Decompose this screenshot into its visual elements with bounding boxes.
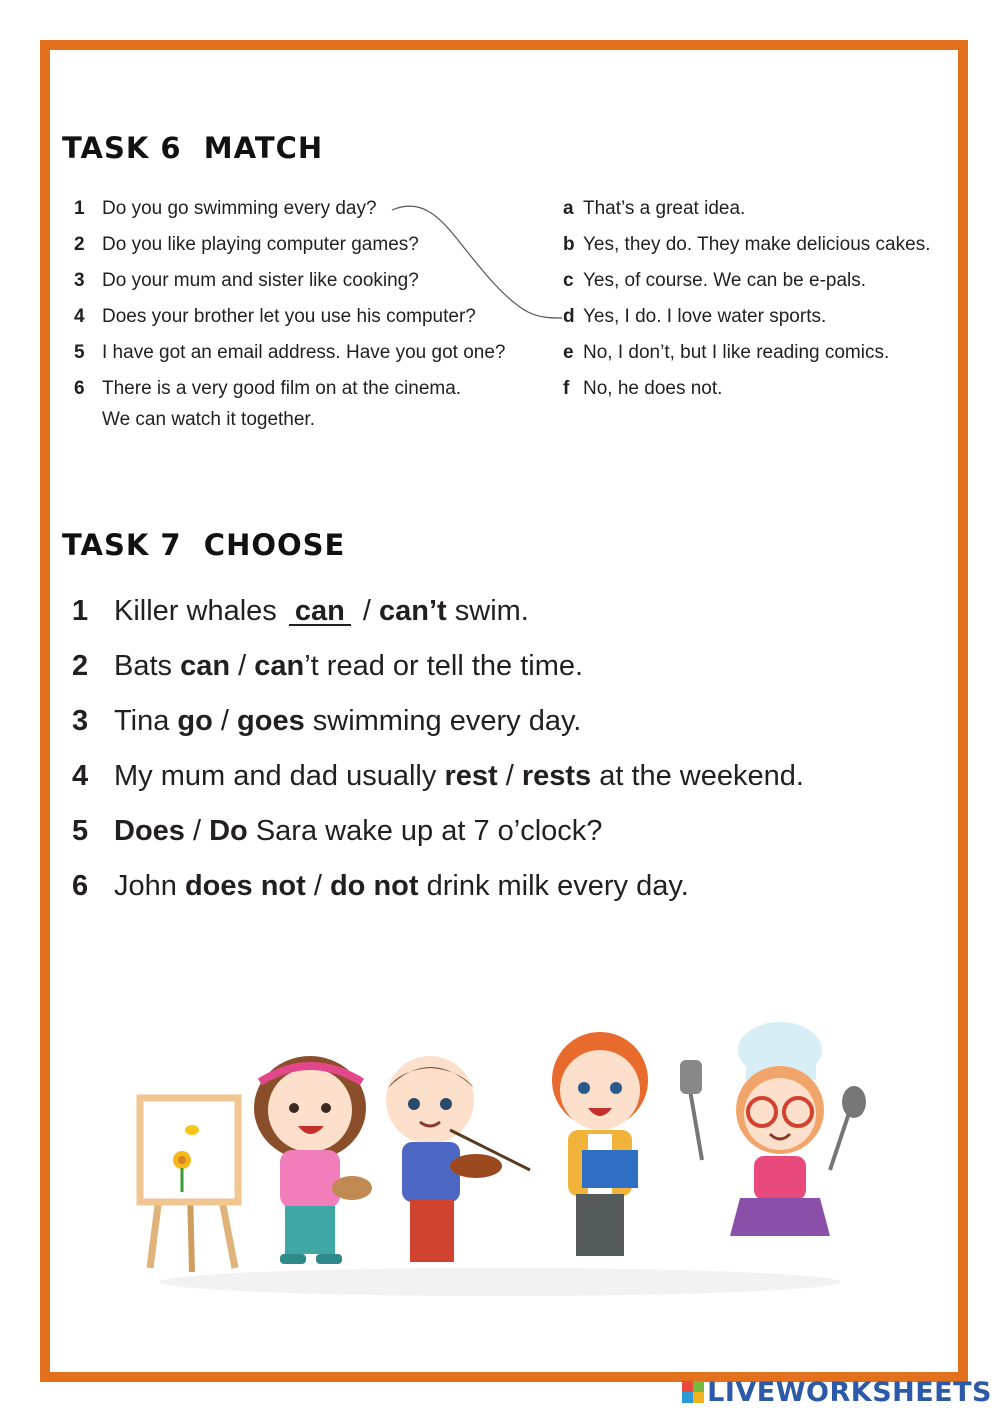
item-number: 2 bbox=[72, 650, 89, 682]
logo-wordmark: LIVEWORKSHEETS bbox=[707, 1376, 992, 1408]
task6-heading: TASK 6 MATCH bbox=[62, 131, 324, 165]
item-text-pre: Killer whales bbox=[114, 595, 285, 627]
choose-item-3 bbox=[72, 704, 581, 738]
girl-painter bbox=[254, 1056, 372, 1264]
kids-illustration bbox=[130, 1010, 870, 1300]
girl-chef bbox=[680, 1022, 866, 1236]
option-2[interactable]: can bbox=[254, 650, 305, 682]
answer-text: That’s a great idea. bbox=[583, 198, 746, 219]
task7-heading: TASK 7 CHOOSE bbox=[62, 528, 346, 562]
easel-painting bbox=[140, 1098, 238, 1272]
answer-text: Yes, they do. They make delicious cakes. bbox=[583, 234, 931, 255]
question-text: There is a very good film on at the cinema. bbox=[102, 378, 462, 399]
question-number: 5 bbox=[74, 342, 85, 363]
item-text-post: ’t read or tell the time. bbox=[304, 650, 584, 682]
item-sep: / bbox=[354, 595, 380, 627]
item-number: 1 bbox=[72, 595, 89, 627]
item-text-pre: John bbox=[114, 870, 185, 902]
question-number: 6 bbox=[74, 378, 85, 399]
option-1[interactable]: does not bbox=[184, 870, 306, 902]
item-number: 6 bbox=[72, 870, 89, 902]
match-line-1-d[interactable] bbox=[0, 0, 1000, 460]
choose-item-6 bbox=[72, 869, 689, 903]
item-text-post: swimming every day. bbox=[304, 705, 582, 737]
answer-letter: a bbox=[563, 198, 574, 219]
question-text: I have got an email address. Have you got one? bbox=[102, 342, 506, 363]
choose-item-2 bbox=[72, 649, 583, 683]
answer-blank[interactable]: can bbox=[289, 598, 351, 626]
answer-letter: d bbox=[563, 306, 575, 327]
question-number: 4 bbox=[74, 306, 85, 327]
item-sep: / bbox=[305, 870, 330, 902]
question-text: Do your mum and sister like cooking? bbox=[102, 270, 419, 291]
item-sep: / bbox=[230, 650, 255, 682]
answer-text: Yes, of course. We can be e-pals. bbox=[583, 270, 867, 291]
answer-letter: f bbox=[563, 378, 570, 399]
option-2[interactable]: rests bbox=[521, 760, 592, 792]
answer-text: No, I don’t, but I like reading comics. bbox=[583, 342, 890, 363]
item-text-pre: My mum and dad usually bbox=[114, 760, 445, 792]
item-text-pre: Bats bbox=[114, 650, 181, 682]
question-text: Do you like playing computer games? bbox=[102, 234, 419, 255]
question-text-line2: We can watch it together. bbox=[102, 409, 315, 430]
answer-text: No, he does not. bbox=[583, 378, 723, 399]
option-2[interactable]: can’t bbox=[379, 595, 447, 627]
item-text-post: drink milk every day. bbox=[418, 870, 689, 902]
answer-letter: e bbox=[563, 342, 574, 363]
option-1[interactable]: rest bbox=[444, 760, 498, 792]
item-sep: / bbox=[184, 815, 210, 847]
question-number: 2 bbox=[74, 234, 85, 255]
question-number: 1 bbox=[74, 198, 85, 219]
item-text-post: Sara wake up at 7 o’clock? bbox=[247, 815, 603, 847]
item-sep: / bbox=[212, 705, 238, 737]
item-text-pre: Tina bbox=[114, 705, 178, 737]
item-number: 4 bbox=[72, 760, 89, 792]
question-text: Do you go swimming every day? bbox=[102, 198, 377, 219]
answer-letter: c bbox=[563, 270, 574, 291]
choose-item-5 bbox=[72, 814, 602, 848]
answer-letter: b bbox=[563, 234, 575, 255]
logo-mark-icon bbox=[682, 1381, 704, 1403]
option-1[interactable]: can bbox=[180, 650, 231, 682]
option-2[interactable]: goes bbox=[237, 705, 305, 737]
liveworksheets-logo bbox=[682, 1375, 992, 1409]
option-1[interactable]: Does bbox=[114, 815, 185, 847]
item-number: 5 bbox=[72, 815, 89, 847]
boy-reader bbox=[552, 1032, 648, 1256]
option-1[interactable]: go bbox=[177, 705, 213, 737]
option-2[interactable]: Do bbox=[209, 815, 248, 847]
item-text-post: at the weekend. bbox=[591, 760, 804, 792]
question-text: Does your brother let you use his computer? bbox=[102, 306, 476, 327]
question-number: 3 bbox=[74, 270, 85, 291]
item-text-post: swim. bbox=[446, 595, 529, 627]
choose-item-1 bbox=[72, 594, 529, 628]
answer-text: Yes, I do. I love water sports. bbox=[583, 306, 827, 327]
choose-item-4 bbox=[72, 759, 804, 793]
item-number: 3 bbox=[72, 705, 89, 737]
item-sep: / bbox=[497, 760, 522, 792]
option-2[interactable]: do not bbox=[329, 870, 419, 902]
boy-violinist bbox=[386, 1056, 530, 1262]
